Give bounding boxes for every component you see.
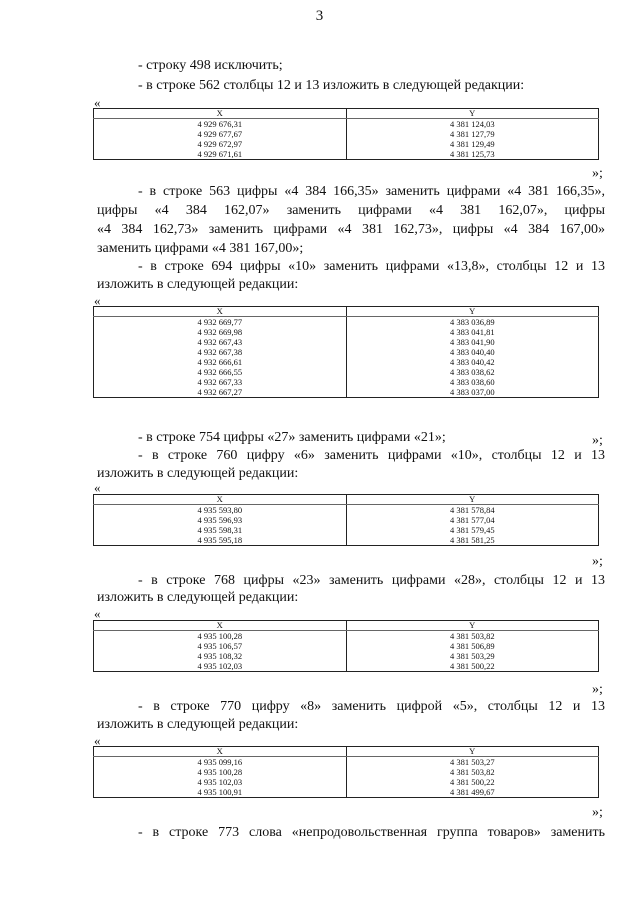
coordinates-table xyxy=(93,108,599,160)
coordinate-value: 4 929 677,67 xyxy=(197,129,243,139)
text-line: изложить в следующей редакции: xyxy=(97,590,299,605)
coordinate-value: 4 383 037,00 xyxy=(449,387,495,397)
text-line: - в строке 563 цифры «4 384 166,35» заменить цифрами «4 381 166,35», xyxy=(138,184,605,199)
coordinates-table xyxy=(93,620,599,672)
coordinate-value: 4 932 667,43 xyxy=(197,337,243,347)
coordinate-value: 4 381 129,49 xyxy=(449,139,495,149)
coordinate-value: 4 932 666,55 xyxy=(197,367,243,377)
coordinate-value: 4 381 578,84 xyxy=(449,505,495,515)
column-values-x xyxy=(94,119,347,160)
column-values-y xyxy=(346,757,599,798)
column-values-y xyxy=(346,631,599,672)
column-values-x xyxy=(94,505,347,546)
coordinate-value: 4 381 579,45 xyxy=(449,525,495,535)
column-header-x: X xyxy=(94,109,347,119)
text-line: «4 384 162,73» заменить цифрами «4 381 162,73», цифры «4 384 167,00» xyxy=(97,222,605,237)
coordinate-value: 4 383 040,40 xyxy=(449,347,495,357)
column-values-y xyxy=(346,505,599,546)
column-header-y: Y xyxy=(346,621,599,631)
page-number: 3 xyxy=(315,8,324,24)
coordinate-value: 4 932 667,27 xyxy=(197,387,243,397)
text-line: - строку 498 исключить; xyxy=(138,58,283,73)
coordinates-table xyxy=(93,494,599,546)
text-line: изложить в следующей редакции: xyxy=(97,717,299,732)
closing-quote: »; xyxy=(592,682,603,697)
closing-quote: »; xyxy=(592,554,603,569)
coordinate-value: 4 935 100,28 xyxy=(197,767,243,777)
coordinate-value: 4 383 040,42 xyxy=(449,357,495,367)
coordinate-value: 4 935 598,31 xyxy=(197,525,243,535)
opening-quote: « xyxy=(94,95,101,110)
closing-quote: »; xyxy=(592,805,603,820)
coordinate-value: 4 935 100,28 xyxy=(197,631,243,641)
text-line: цифры «4 384 162,07» заменить цифрами «4 381 162,07», цифры xyxy=(97,203,605,218)
opening-quote: « xyxy=(94,480,101,495)
column-values-y xyxy=(346,317,599,398)
column-values-x xyxy=(94,631,347,672)
column-values-x xyxy=(94,317,347,398)
coordinate-value: 4 929 676,31 xyxy=(197,119,243,129)
column-header-y: Y xyxy=(346,495,599,505)
coordinate-value: 4 932 667,38 xyxy=(197,347,243,357)
opening-quote: « xyxy=(94,606,101,621)
text-line: заменить цифрами «4 381 167,00»; xyxy=(97,241,304,256)
column-header-x: X xyxy=(94,307,347,317)
coordinate-value: 4 383 038,60 xyxy=(449,377,495,387)
text-line: изложить в следующей редакции: xyxy=(97,466,299,481)
column-values-y xyxy=(346,119,599,160)
closing-quote: »; xyxy=(592,433,603,448)
opening-quote: « xyxy=(94,293,101,308)
coordinate-value: 4 383 041,81 xyxy=(449,327,495,337)
column-header-y: Y xyxy=(346,307,599,317)
opening-quote: « xyxy=(94,733,101,748)
closing-quote: »; xyxy=(592,166,603,181)
coordinate-value: 4 381 503,82 xyxy=(449,631,495,641)
text-line: - в строке 768 цифры «23» заменить цифрами «28», столбцы 12 и 13 xyxy=(138,573,605,588)
coordinate-value: 4 932 669,98 xyxy=(197,327,243,337)
column-values-x xyxy=(94,757,347,798)
coordinate-value: 4 935 102,03 xyxy=(197,777,243,787)
coordinate-value: 4 935 108,32 xyxy=(197,651,243,661)
coordinate-value: 4 381 581,25 xyxy=(449,535,495,545)
coordinate-value: 4 381 499,67 xyxy=(449,787,495,797)
coordinate-value: 4 381 127,79 xyxy=(449,129,495,139)
coordinate-value: 4 935 596,93 xyxy=(197,515,243,525)
column-header-x: X xyxy=(94,495,347,505)
coordinates-table xyxy=(93,746,599,798)
coordinate-value: 4 381 124,03 xyxy=(449,119,495,129)
coordinate-value: 4 381 125,73 xyxy=(449,149,495,159)
coordinate-value: 4 381 506,89 xyxy=(449,641,495,651)
coordinate-value: 4 932 669,77 xyxy=(197,317,243,327)
coordinate-value: 4 932 666,61 xyxy=(197,357,243,367)
coordinates-table xyxy=(93,306,599,398)
coordinate-value: 4 935 106,57 xyxy=(197,641,243,651)
coordinate-value: 4 381 503,27 xyxy=(449,757,495,767)
text-line: - в строке 773 слова «непродовольственная группа товаров» заменить xyxy=(138,825,605,840)
coordinate-value: 4 935 102,03 xyxy=(197,661,243,671)
text-line: - в строке 770 цифру «8» заменить цифрой «5», столбцы 12 и 13 xyxy=(138,699,605,714)
coordinate-value: 4 381 503,29 xyxy=(449,651,495,661)
coordinate-value: 4 383 041,90 xyxy=(449,337,495,347)
coordinate-value: 4 935 593,80 xyxy=(197,505,243,515)
coordinate-value: 4 381 500,22 xyxy=(449,661,495,671)
text-line: изложить в следующей редакции: xyxy=(97,277,299,292)
text-line: - в строке 694 цифры «10» заменить цифрами «13,8», столбцы 12 и 13 xyxy=(138,259,605,274)
coordinate-value: 4 935 100,91 xyxy=(197,787,243,797)
column-header-x: X xyxy=(94,747,347,757)
coordinate-value: 4 935 099,16 xyxy=(197,757,243,767)
coordinate-value: 4 935 595,18 xyxy=(197,535,243,545)
coordinate-value: 4 381 500,22 xyxy=(449,777,495,787)
text-line: - в строке 754 цифры «27» заменить цифрами «21»; xyxy=(138,430,446,445)
text-line: - в строке 760 цифру «6» заменить цифрами «10», столбцы 12 и 13 xyxy=(138,448,605,463)
column-header-y: Y xyxy=(346,747,599,757)
column-header-y: Y xyxy=(346,109,599,119)
coordinate-value: 4 932 667,33 xyxy=(197,377,243,387)
coordinate-value: 4 383 036,89 xyxy=(449,317,495,327)
coordinate-value: 4 929 672,97 xyxy=(197,139,243,149)
coordinate-value: 4 381 503,82 xyxy=(449,767,495,777)
column-header-x: X xyxy=(94,621,347,631)
coordinate-value: 4 929 671,61 xyxy=(197,149,243,159)
coordinate-value: 4 383 038,62 xyxy=(449,367,495,377)
coordinate-value: 4 381 577,04 xyxy=(449,515,495,525)
text-line: - в строке 562 столбцы 12 и 13 изложить в следующей редакции: xyxy=(138,78,525,93)
